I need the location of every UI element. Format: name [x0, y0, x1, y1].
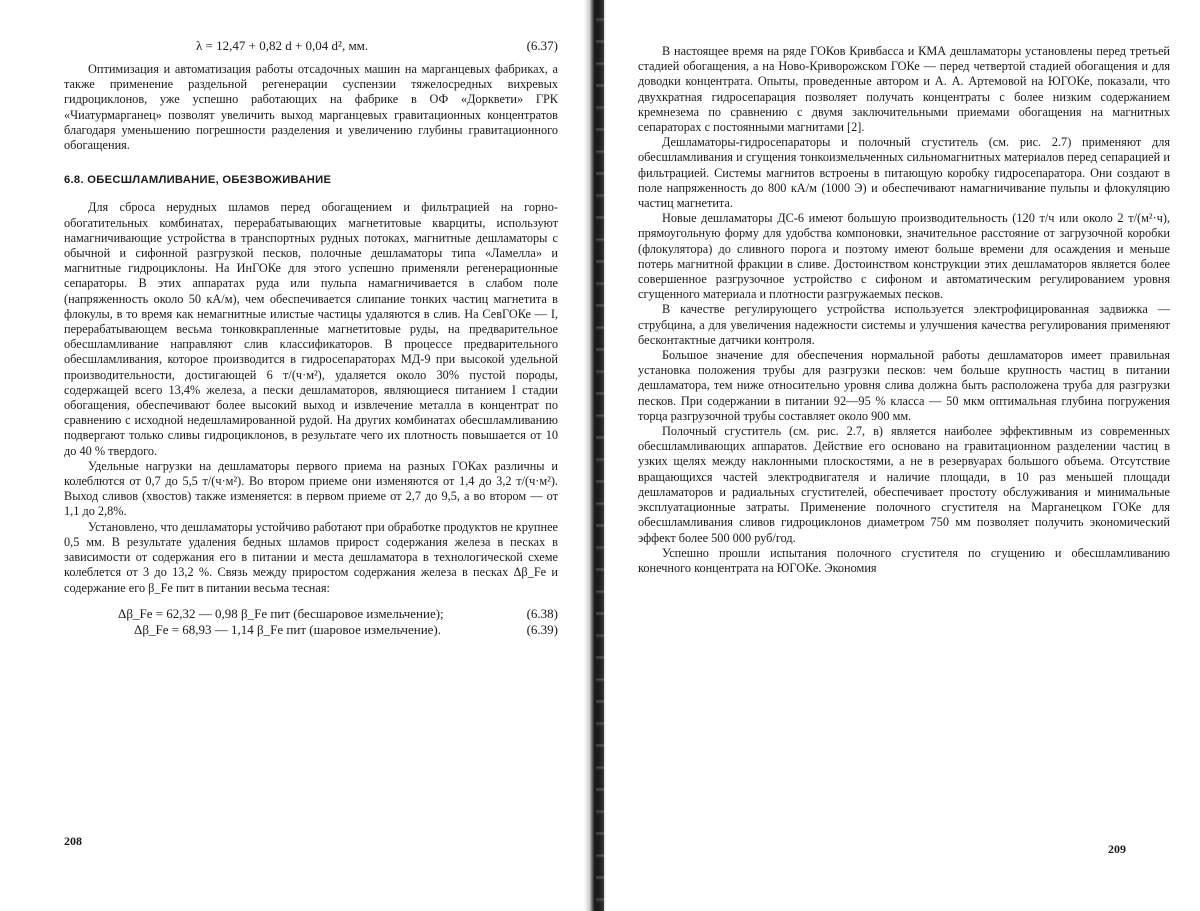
right-paragraph-2: Дешламаторы-гидросепараторы и полочный сгуститель (см. рис. 2.7) применяют для обесшламливания и сгущения тонкоизмельченных сильномагнитных материалов перед сепарацией и фильтрацией. Системы магнитов встроены в питающую коробку гидросепаратора. Они создают в поле напряженность до 800 кА/м (1000 Э) и обеспечивают намагничивание пульпы и флокуляцию частиц магнетита. — [638, 135, 1170, 211]
right-paragraph-7: Успешно прошли испытания полочного сгустителя по сгущению и обесшламливанию конечного концентрата на ЮГОКе. Экономия — [638, 545, 1170, 575]
formula-6-39 — [64, 622, 558, 638]
page-edge-shadow — [596, 0, 604, 911]
formula-6-37-expression: λ = 12,47 + 0,82 d + 0,04 d², мм. — [196, 38, 369, 53]
formula-6-38-number: (6.38) — [526, 605, 558, 621]
right-text-column — [638, 44, 1170, 576]
formula-6-37-number: (6.37) — [526, 38, 558, 53]
left-paragraph-3: Удельные нагрузки на дешламаторы первого приема на разных ГОКах различны и колеблются от 0,7 до 5,5 т/(ч·м²). Во втором приеме они изменяются от 1,4 до 3,2 т/(ч·м²). Выход сливов (хвостов) также изменяется: в первом приеме от 2,7 до 9,5, а во втором — от 1,1 до 2,8%. — [64, 458, 558, 519]
right-page — [608, 0, 1200, 911]
formula-6-37 — [64, 38, 558, 54]
formula-6-39-number: (6.39) — [526, 621, 558, 637]
page-number-right: 209 — [1108, 842, 1126, 856]
formula-6-39-expression: Δβ_Fe = 68,93 — 1,14 β_Fe пит (шаровое измельчение). — [134, 621, 442, 637]
formula-6-38-expression: Δβ_Fe = 62,32 — 0,98 β_Fe пит (бесшаровое измельчение); — [118, 605, 444, 621]
right-paragraph-6: Полочный сгуститель (см. рис. 2.7, в) является наиболее эффективным из современных обесшламливающих аппаратов. Действие его основано на гравитационном разделении частиц в узких щелях между наклонными плоскостями, а не в резервуарах большого объема. Отсутствие вращающихся частей электродвигателя и наличие площади, в 10 раз меньшей площади дешламаторов и радиальных сгустителей, обеспечивает простоту обслуживания и минимальные эксплуатационные затраты. Применение полочного сгустителя на Марганецком ГОКе для обесшламливания сливов гидроциклонов диаметром 750 мм позволяет получить экономический эффект более 500 000 руб/год. — [638, 424, 1170, 545]
right-paragraph-1: В настоящее время на ряде ГОКов Кривбасса и КМА дешламаторы установлены перед третьей стадией обогащения, а на Ново-Криворожском ГОКе — перед четвертой стадией обогащения и для доводки концентрата. Опыты, проведенные автором и А. А. Артемовой на ЮГОКе, показали, что двухкратная гидросепарация позволяет получать концентраты с более низким содержанием кремнезема по сравнению с двумя заключительными приемами обогащения на магнитных сепараторах с постоянными магнитами [2]. — [638, 44, 1170, 135]
formula-6-38 — [64, 606, 558, 622]
left-page — [0, 0, 590, 911]
left-paragraph-2: Для сброса нерудных шламов перед обогащением и фильтрацией на горно-обогатительных комбинатах, перерабатывающих магнетитовые кварциты, используют намагничивающие устройства в транспортных рудных потоках, магнитные дешламаторы с обычной и сифонной разгрузкой песков, полочные дешламаторы типа «Ламелла» и магнитные гидроциклоны. На ИнГОКе для этого успешно применяли регенерационные сепараторы. В этих аппаратах руда или пульпа намагничивается в слабом поле (напряженность около 50 кА/м), чем обеспечивается слипание тонких частиц магнетита в флокулы, в то время как немагнитные илистые частицы удаляются в слив. На СевГОКе — I, перерабатывающем весьма тонковкрапленные магнетитовые руды, на предварительное обесшламливание направляют слив классификаторов. В процессе предварительного обесшламливания, которое производится в гидросепараторах МД-9 при высокой удельной производительности, достигающей 6 т/(ч·м²), удаляется около 30% пустой породы, содержащей всего 13,4% железа, а пески дешламаторов, являющиеся питанием I стадии обогащения, обеспечивают более высокий выход и извлечение металла в концентрат по сравнению с исходной недешламированной рудой. На других комбинатах обесшламливанию подвергают только сливы гидроциклонов, в результате чего их плотность повышается от 10 до 40 % твердого. — [64, 200, 558, 458]
right-paragraph-3: Новые дешламаторы ДС-6 имеют большую производительность (120 т/ч или около 2 т/(м²·ч), прямоугольную форму для удобства компоновки, значительное расстояние от загрузочной коробки (флокулятора) до сливного порога и поэтому имеют больше времени для осаждения и меньше потерь магнитной фракции в сливе. Достоинством конструкции этих дешламаторов является более совершенное разгрузочное устройство с сифоном и автоматическим регулированием уровня сгущенного материала и плотности разгружаемых песков. — [638, 211, 1170, 302]
right-paragraph-4: В качестве регулирующего устройства используется электрофицированная задвижка — струбцина, а для увеличения надежности системы и улучшения качества регулирования применяют бесконтактные датчики контроля. — [638, 302, 1170, 347]
page-number-left: 208 — [64, 834, 82, 848]
left-paragraph-4: Установлено, что дешламаторы устойчиво работают при обработке продуктов не крупнее 0,5 мм. В результате удаления бедных шламов прирост содержания железа в песках в зависимости от содержания его в питании и места дешламатора в технологической схеме колеблется от 3 до 13,2 %. Связь между приростом содержания железа в песках Δβ_Fe и содержание его β_Fe пит в питании весьма тесная: — [64, 519, 558, 595]
left-text-column — [64, 38, 558, 638]
section-heading: 6.8. ОБЕСШЛАМЛИВАНИЕ, ОБЕЗВОЖИВАНИЕ — [64, 174, 332, 187]
left-paragraph-1: Оптимизация и автоматизация работы отсадочных машин на марганцевых фабриках, а также применение раздельной регенерации суспензии тяжелосредных вихревых гидроциклонов, уже успешно работающих на фабрике в ОФ «Дорквети» ГРК «Чиатурмарганец» позволят увеличить выход марганцевых гравитационных концентратов благодаря уменьшению погрешности разделения и увеличению глубины гравитационного обогащения. — [64, 62, 558, 153]
right-paragraph-5: Большое значение для обеспечения нормальной работы дешламаторов имеет правильная установка положения трубы для разгрузки песков: чем больше крупность частиц в питании дешламатора, тем ниже относительно уровня слива должна быть расположена труба для разгрузки песков. При содержании в питании 92—95 % класса — 50 мкм оптимальная глубина погружения торца разгрузочной трубы составляет около 900 мм. — [638, 348, 1170, 423]
